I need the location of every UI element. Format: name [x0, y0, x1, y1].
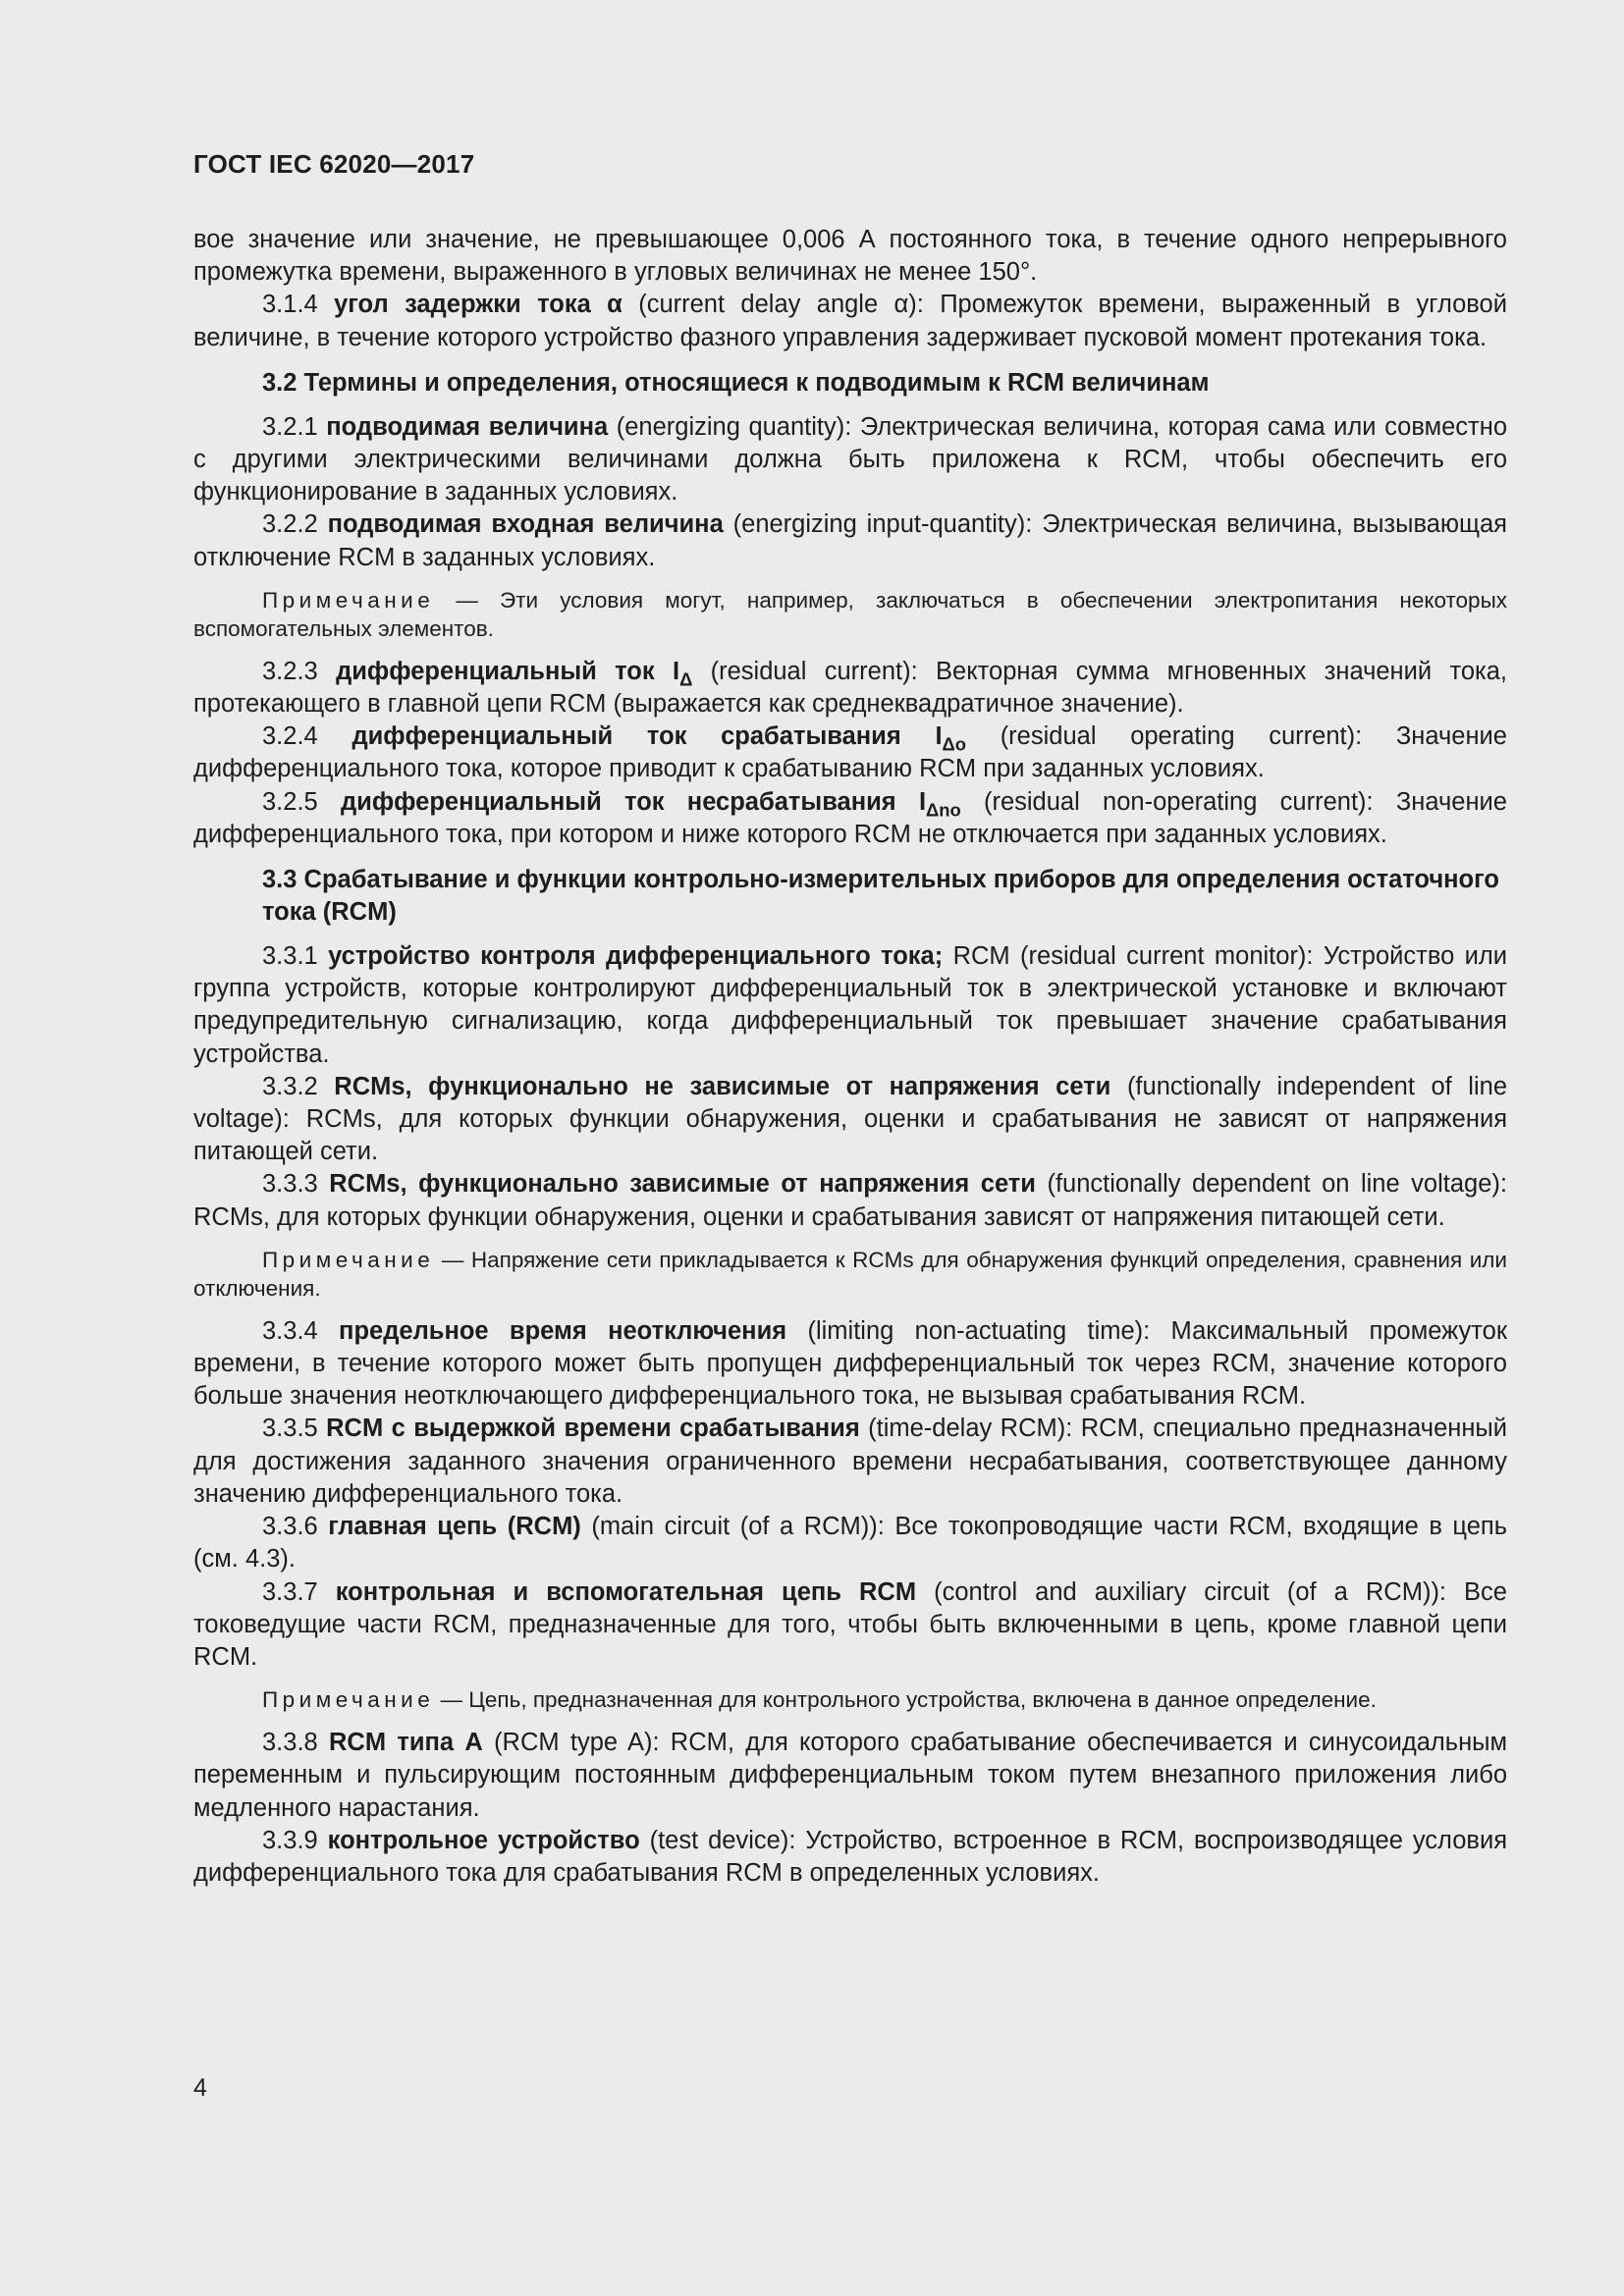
note-2: Примечание — Напряжение сети прикладывается к RCMs для обнаружения функций определения, сравнения или отключения. — [193, 1247, 1507, 1301]
note-1: Примечание — Эти условия могут, например, заключаться в обеспечении электропитания некоторых вспомогательных элементов. — [193, 587, 1507, 641]
definition-3-1-4: 3.1.4 угол задержки тока α (current delay angle α): Промежуток времени, выраженный в угловой величине, в течение которого устройство фазного управления задерживает пусковой момент протекания тока. — [193, 291, 1507, 351]
term: RCM с выдержкой времени срабатывания — [326, 1415, 860, 1443]
term: RCMs, функционально зависимые от напряжения сети — [329, 1170, 1036, 1199]
note-3: Примечание — Цепь, предназначенная для контрольного устройства, включена в данное определение. — [262, 1687, 1377, 1713]
definition-3-3-6: 3.3.6 главная цепь (RCM) (main circuit (of a RCM)): Все токопроводящие части RCM, входящие в цепь (см. 4.3). — [193, 1513, 1507, 1574]
page-header: ГОСТ IEC 62020—2017 — [193, 149, 475, 179]
term: RCM типа А — [329, 1729, 483, 1757]
definition-3-2-3: 3.2.3 дифференциальный ток $I_\Delta$ (residual current): Векторная сумма мгновенных значений тока, протекающего в главной цепи RCM (выражается как среднеквадратичное значение). — [193, 657, 1508, 719]
definition-3-2-5: 3.2.5 дифференциальный ток несрабатывания $I_{\Delta no}$ (residual non-operating current): Значение дифференциального тока, при котором и ниже которого RCM не отключается при заданных условиях. — [193, 787, 1507, 848]
term: RCMs, функционально не зависимые от напряжения сети — [334, 1072, 1111, 1100]
definition-3-3-1: 3.3.1 устройство контроля дифференциального тока; RCM (residual current monitor): Устройство или группа устройств, которые контролируют дифференциальный ток в электрической установке и включают предупредительную сигнализацию, когда дифференциальный ток превышает значение срабатывания устройства. — [193, 942, 1508, 1068]
document-body — [193, 224, 1507, 1890]
definition-3-2-1: 3.2.1 подводимая величина (energizing quantity): Электрическая величина, которая сама или совместно с другими электрическими величинами должна быть приложена к RCM, чтобы обеспечить его функционирование в заданных условиях. — [193, 412, 1507, 507]
definition-3-3-4: 3.3.4 предельное время неотключения (limiting non-actuating time): Максимальный промежуток времени, в течение которого может быть пропущен дифференциальный ток через RCM, значение которого больше значения неотключающего дифференциального тока, не вызывая срабатывания RCM. — [193, 1316, 1507, 1411]
definition-3-3-9: 3.3.9 контрольное устройство (test device): Устройство, встроенное в RCM, воспроизводящее условия дифференциального тока для срабатывания RCM в определенных условиях. — [193, 1826, 1508, 1887]
definition-3-2-4: 3.2.4 дифференциальный ток срабатывания $I_{\Delta o}$ (residual operating current): Значение дифференциального тока, которое приводит к срабатыванию RCM при заданных условиях. — [193, 722, 1507, 783]
page-number: 4 — [193, 2074, 207, 2102]
definition-3-3-5: 3.3.5 RCM с выдержкой времени срабатывания (time-delay RCM): RCM, специально предназначенный для достижения заданного значения ограниченного времени несрабатывания, соответствующее данному значению дифференциального тока. — [193, 1415, 1507, 1508]
definition-3-3-7: 3.3.7 контрольная и вспомогательная цепь RCM (control and auxiliary circuit (of a RCM)): Все токоведущие части RCM, предназначенные для того, чтобы быть включенными в цепь, кроме главной цепи RCM. — [193, 1577, 1507, 1671]
definition-3-2-2: 3.2.2 подводимая входная величина (energizing input-quantity): Электрическая величина, вызывающая отключение RCM в заданных условиях. — [193, 510, 1507, 571]
note-label: Примечание — [262, 1247, 435, 1272]
term: контрольное устройство — [327, 1826, 640, 1854]
definition-3-3-8: 3.3.8 RCM типа А (RCM type A): RCM, для которого срабатывание обеспечивается и синусоидальным переменным и пульсирующим постоянным дифференциальным током путем внезапного приложения либо медленного нарастания. — [193, 1729, 1508, 1822]
term: подводимая величина — [326, 412, 609, 441]
term: контрольная и вспомогательная цепь RCM — [335, 1577, 917, 1606]
section-heading-3-3: 3.3 Срабатывание и функции контрольно-измерительных приборов для определения остаточного тока (RCM) — [262, 866, 1499, 927]
term: устройство контроля дифференциального тока; — [328, 942, 944, 971]
note-label: Примечание — [262, 1687, 435, 1713]
paragraph-continuation: вое значение или значение, не превышающее 0,006 А постоянного тока, в течение одного непрерывного промежутка времени, выраженного в угловых величинах не менее 150°. — [193, 226, 1507, 287]
section-heading-3-2: 3.2 Термины и определения, относящиеся к подводимым к RCM величинам — [262, 368, 1210, 397]
term: дифференциальный ток I — [336, 657, 680, 685]
definition-3-3-3: 3.3.3 RCMs, функционально зависимые от напряжения сети (functionally dependent on line voltage): RCMs, для которых функции обнаружения, оценки и срабатывания зависят от напряжения питающей сети. — [193, 1170, 1507, 1231]
term: главная цепь (RCM) — [328, 1513, 581, 1541]
term: предельное время неотключения — [339, 1316, 787, 1345]
term: дифференциальный ток несрабатывания I — [341, 787, 927, 816]
note-label: Примечание — [262, 587, 435, 613]
definition-3-3-2: 3.3.2 RCMs, функционально не зависимые от напряжения сети (functionally independent of line voltage): RCMs, для которых функции обнаружения, оценки и срабатывания не зависят от напряжения питающей сети. — [193, 1072, 1508, 1166]
term: дифференциальный ток срабатывания I — [352, 722, 943, 751]
term: угол задержки тока α — [334, 291, 623, 319]
term: подводимая входная величина — [327, 510, 724, 539]
